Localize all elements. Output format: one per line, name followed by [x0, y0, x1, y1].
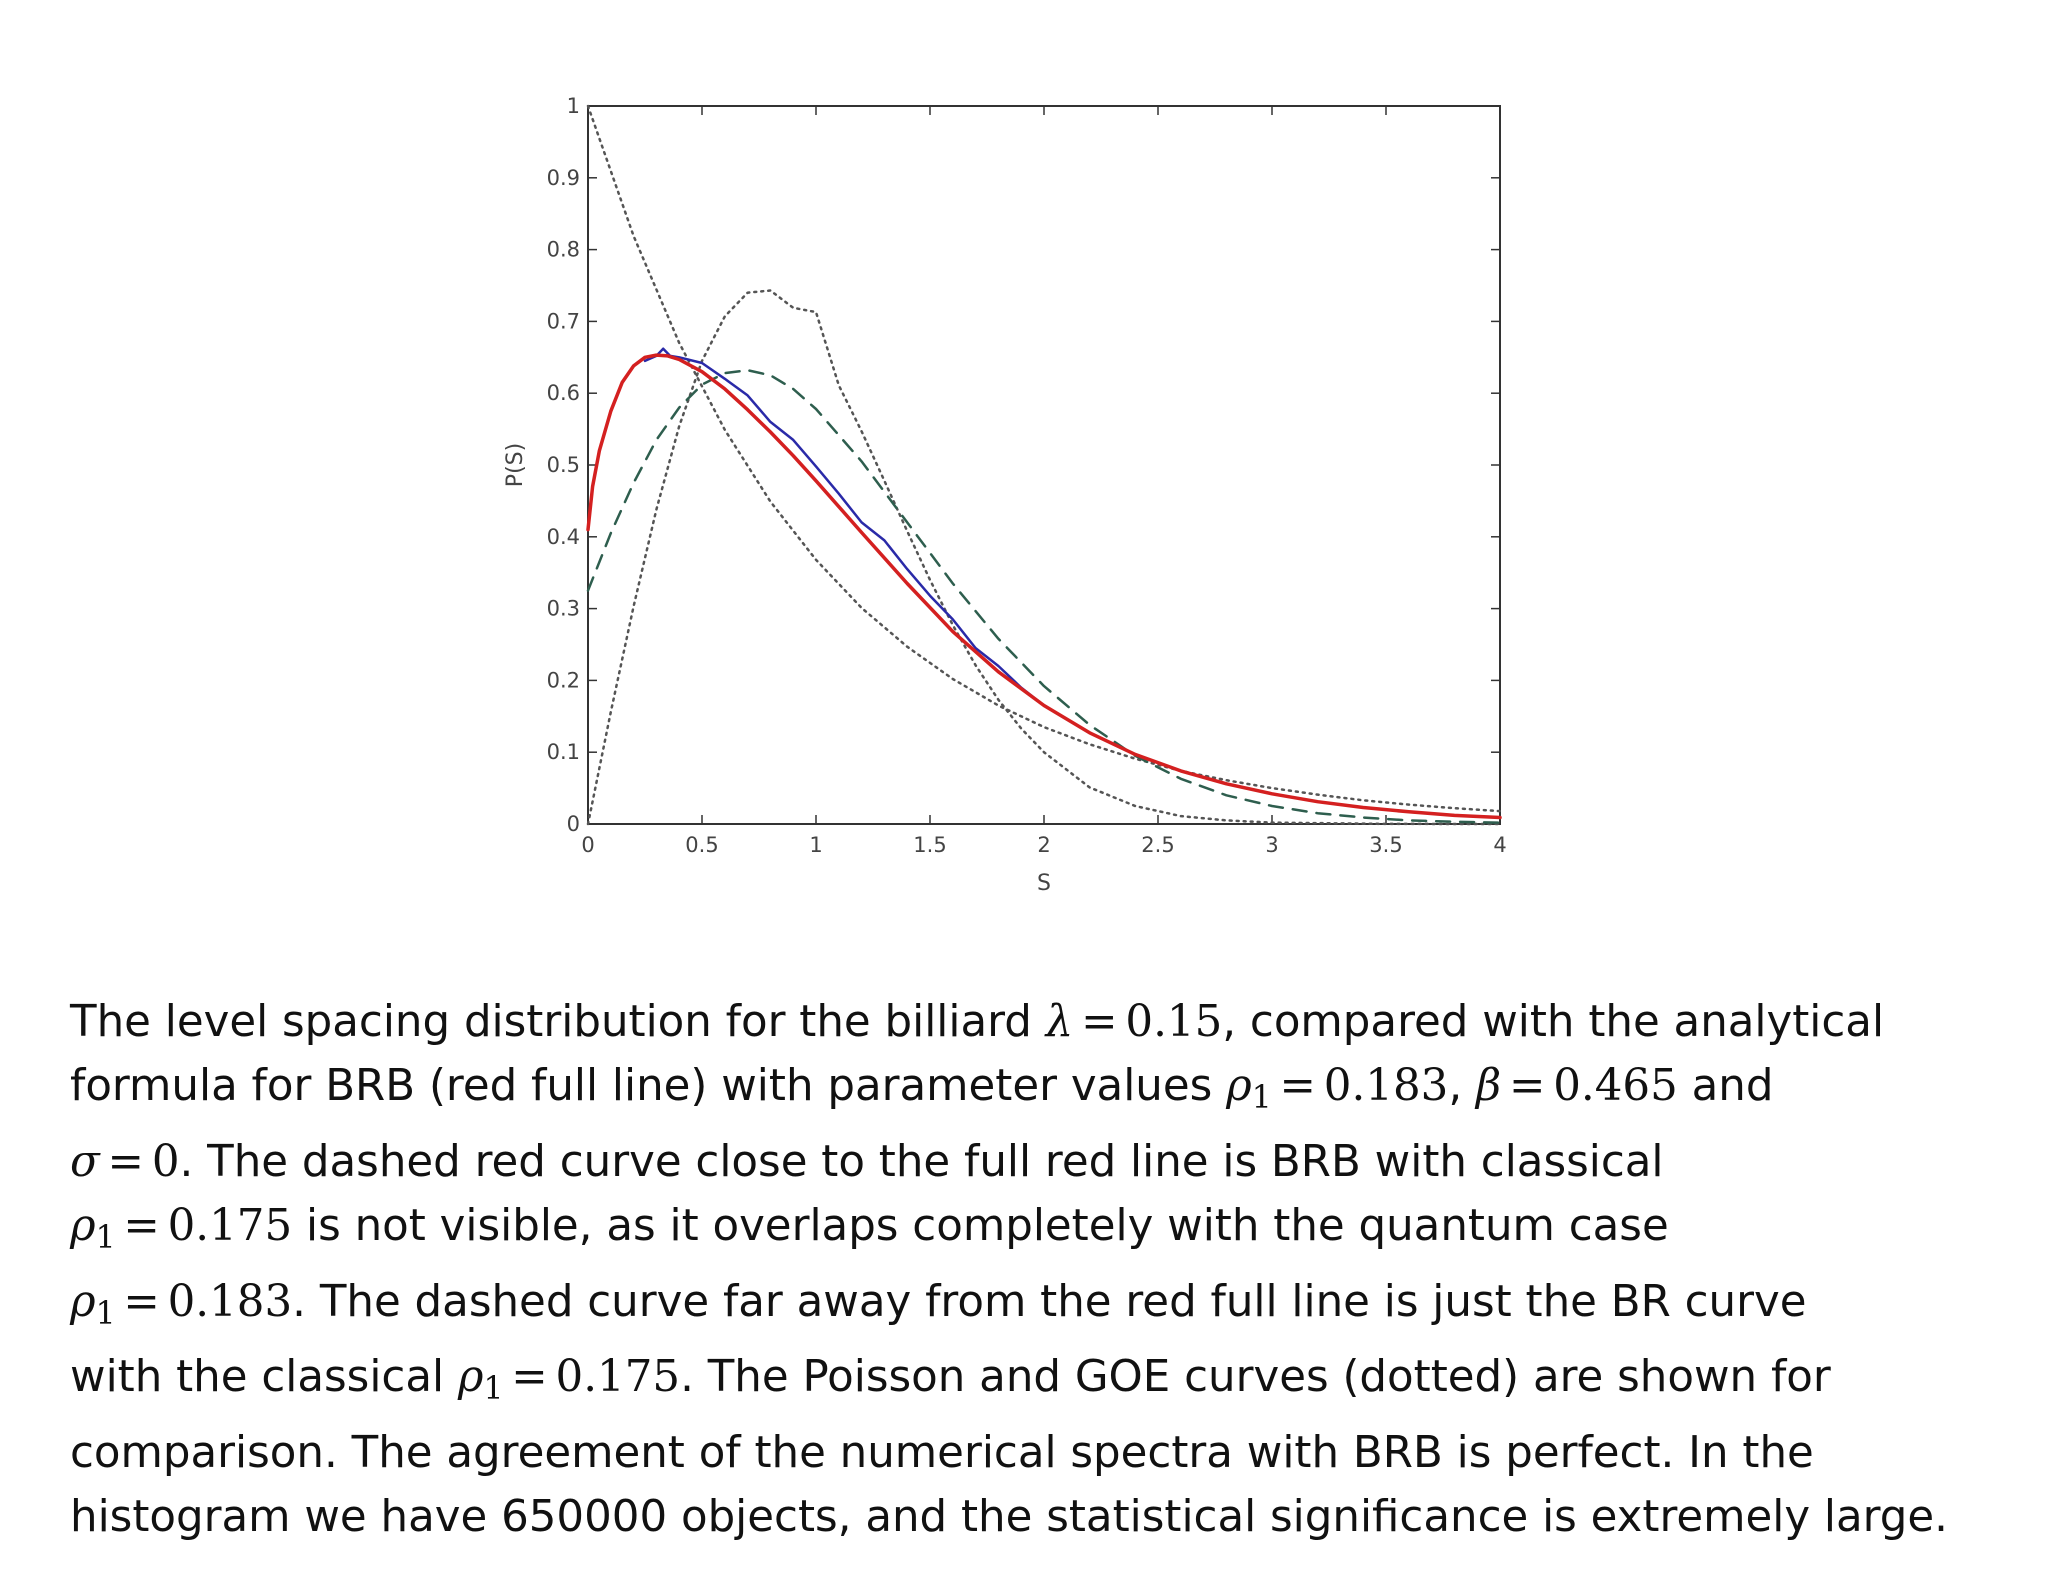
caption-segment: ρ — [457, 1352, 484, 1403]
y-tick-label: 0.8 — [546, 237, 580, 262]
y-tick-label: 0.4 — [546, 524, 580, 549]
caption-segment: 0 — [151, 1136, 180, 1187]
y-tick-label: 0.6 — [546, 381, 580, 406]
caption-segment: ρ — [70, 1200, 96, 1251]
caption-line — [70, 990, 2010, 1054]
caption-segment: = — [1508, 1061, 1546, 1111]
caption-segment: 0.175 — [555, 1352, 681, 1403]
caption-segment: . The dashed red curve close to the full red line is BRB with classical — [179, 1136, 1664, 1187]
x-tick-label: 0 — [581, 833, 595, 857]
caption-segment: The level spacing distribution for the billiard — [70, 997, 1046, 1047]
caption-line — [70, 1345, 2010, 1421]
x-tick-label: 4 — [1493, 833, 1507, 857]
caption-segment: = — [123, 1200, 160, 1251]
caption-segment: is not visible, as it overlaps completely with the quantum case — [292, 1200, 1669, 1251]
x-tick-label: 1.5 — [913, 833, 947, 857]
y-tick-label: 0.1 — [546, 740, 580, 765]
caption-segment: and — [1677, 1061, 1774, 1111]
caption-line — [70, 1130, 2010, 1194]
caption-segment: = — [1279, 1061, 1316, 1111]
x-tick-label: 1 — [809, 833, 823, 857]
caption-segment: . The Poisson and GOE curves (dotted) are shown for — [680, 1352, 1831, 1403]
caption-segment: with the classical — [70, 1352, 458, 1403]
caption-segment: 1 — [95, 1295, 116, 1332]
caption-segment: 1 — [95, 1219, 116, 1256]
caption-segment: β — [1475, 1061, 1502, 1111]
caption-line — [70, 1485, 2010, 1549]
figure-caption — [70, 990, 2010, 1549]
caption-line — [70, 1194, 2010, 1270]
y-tick-label: 0 — [566, 812, 580, 836]
caption-segment: 0.183 — [1323, 1061, 1449, 1111]
x-axis-label: S — [1037, 871, 1051, 896]
y-tick-label: 0.5 — [546, 453, 580, 477]
caption-segment: σ — [70, 1136, 100, 1187]
caption-segment: = — [107, 1136, 144, 1187]
caption-segment: 0.175 — [167, 1200, 293, 1251]
caption-segment: 0.15 — [1125, 997, 1223, 1047]
y-tick-label: 0.3 — [546, 596, 580, 621]
caption-segment: = — [123, 1276, 160, 1327]
x-tick-label: 2 — [1037, 833, 1051, 857]
caption-segment: , compared with the analytical — [1222, 997, 1885, 1047]
caption-segment: comparison. The agreement of the numerical spectra with BRB is perfect. In the — [70, 1428, 1814, 1479]
caption-line — [70, 1421, 2010, 1485]
y-axis-label: P(S) — [503, 442, 528, 488]
caption-segment: ρ — [1226, 1061, 1252, 1111]
y-tick-label: 0.7 — [546, 309, 580, 334]
caption-line — [70, 1270, 2010, 1346]
caption-segment: histogram we have 650000 objects, and the statistical significance is extremely large. — [70, 1492, 1948, 1543]
y-tick-label: 0.2 — [546, 668, 580, 693]
caption-segment: 0.183 — [167, 1276, 293, 1327]
caption-segment: formula for BRB (red full line) with parameter values — [70, 1061, 1227, 1111]
caption-segment: . The dashed curve far away from the red full line is just the BR curve — [292, 1276, 1807, 1327]
y-tick-label: 0.9 — [546, 165, 580, 190]
x-tick-label: 3.5 — [1369, 833, 1403, 857]
caption-segment: = — [511, 1352, 548, 1403]
y-tick-label: 1 — [566, 94, 580, 118]
caption-segment: = — [1081, 997, 1118, 1047]
x-tick-label: 3 — [1265, 833, 1279, 857]
caption-segment: λ — [1045, 997, 1074, 1047]
caption-line — [70, 1054, 2010, 1130]
caption-segment: 1 — [1251, 1079, 1272, 1116]
x-tick-label: 2.5 — [1141, 833, 1175, 857]
caption-segment: ρ — [70, 1276, 96, 1327]
caption-segment: 0.465 — [1553, 1061, 1678, 1111]
plot-area — [588, 106, 1500, 824]
x-tick-label: 0.5 — [685, 833, 719, 857]
caption-segment: , — [1448, 1061, 1476, 1111]
caption-segment: 1 — [483, 1371, 504, 1408]
